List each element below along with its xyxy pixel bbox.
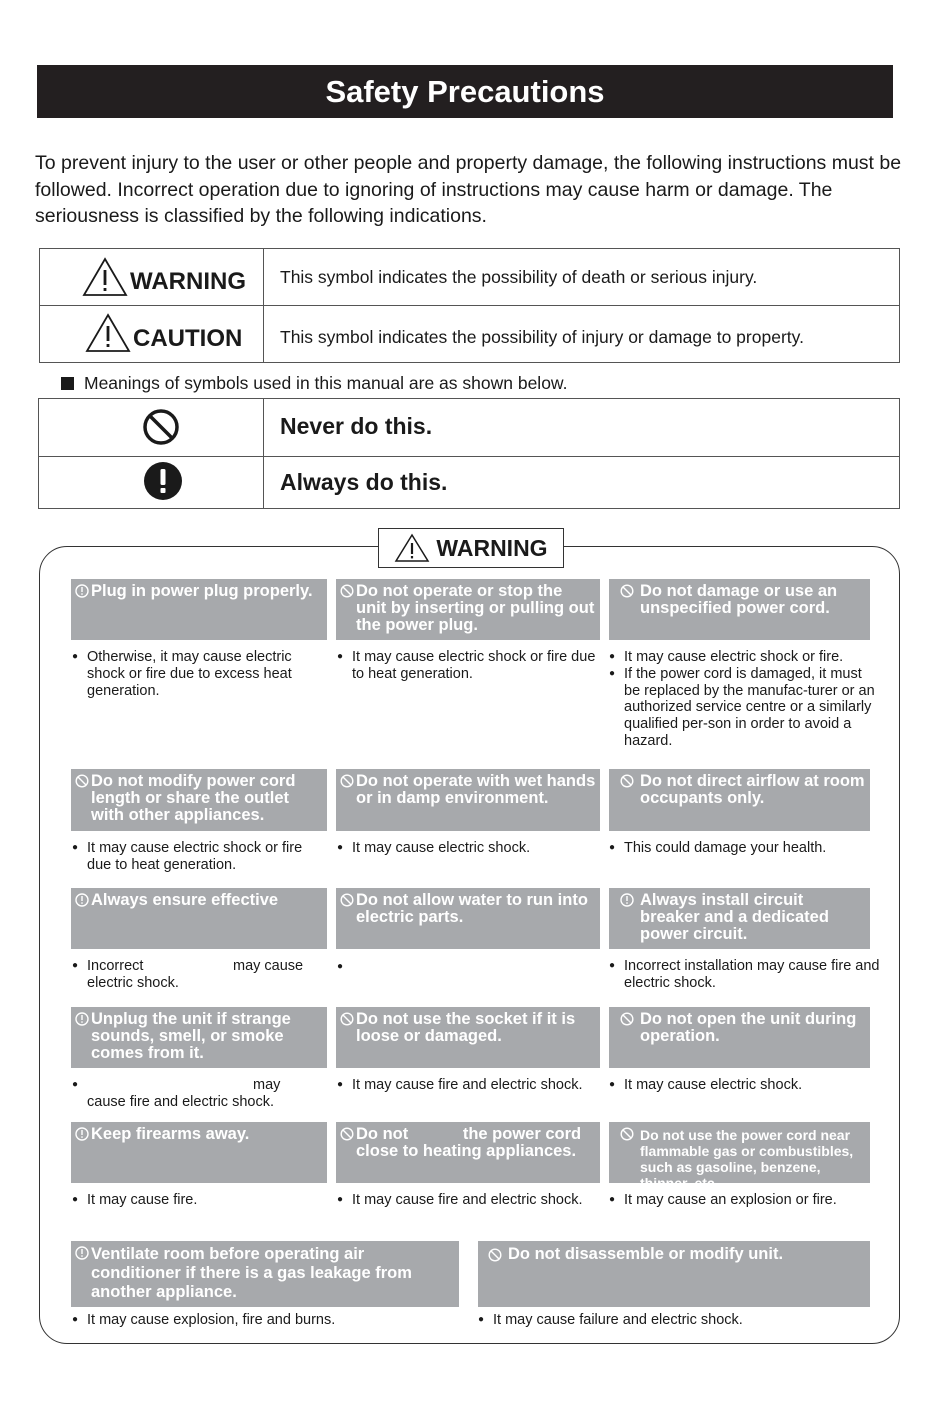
- symbols-note: Meanings of symbols used in this manual are as shown below.: [61, 373, 567, 394]
- prohibited-icon: [142, 408, 180, 446]
- item-body: ● It may cause fire.: [71, 1192, 327, 1209]
- item-header: Do not use the socket if it is loose or damaged.: [336, 1007, 600, 1068]
- prohibited-icon: [340, 774, 354, 788]
- item-header: Do not open the unit during operation.: [609, 1007, 870, 1068]
- mandatory-icon: [620, 893, 634, 907]
- warning-label: WARNING: [130, 268, 246, 295]
- item-body: ● It may cause failure and electric shock.: [477, 1312, 872, 1329]
- warning-box-label: WARNING: [378, 528, 564, 568]
- indications-table: [39, 248, 900, 363]
- item-header: Unplug the unit if strange sounds, smell, or smoke comes from it.: [71, 1007, 327, 1068]
- item-header: Do not modify power cord length or share the outlet with other appliances.: [71, 769, 327, 831]
- item-body: ● It may cause electric shock.: [336, 840, 602, 857]
- item-header: Do not operate or stop the unit by inserting or pulling out the power plug.: [336, 579, 600, 640]
- square-bullet-icon: [61, 377, 74, 390]
- item-body: ● It may cause electric shock or fire due to heat generation.: [71, 840, 327, 874]
- prohibited-icon: [620, 774, 634, 788]
- prohibited-icon: [488, 1248, 502, 1262]
- intro-paragraph: To prevent injury to the user or other people and property damage, the following instructions must be followed. Incorrect operation due to ignoring of instructions may cause harm or damage. The seriousness is classified by the following indications.: [35, 152, 902, 227]
- item-header: Keep firearms away.: [71, 1122, 327, 1183]
- mandatory-icon: [75, 584, 89, 598]
- item-body: ● It may cause electric shock or fire. ● If the power cord is damaged, it must be replaced by the manufac-turer or an authorized service centre or a similarly qualified per-son in order to avoid a hazard.: [608, 649, 880, 750]
- item-body: ● It may cause electric shock.: [608, 1077, 880, 1094]
- item-body: ● Incorrect may cause electric shock.: [71, 958, 327, 992]
- caution-triangle-icon: [85, 313, 131, 353]
- prohibited-icon: [340, 1012, 354, 1026]
- prohibited-icon: [75, 774, 89, 788]
- warning-triangle-icon: [82, 257, 128, 297]
- item-header: Do not damage or use an unspecified power cord.: [609, 579, 870, 640]
- prohibited-icon: [620, 584, 634, 598]
- item-header: Do not allow water to run into electric parts.: [336, 888, 600, 949]
- warning-indication: [82, 257, 246, 297]
- never-do-text: Never do this.: [280, 413, 433, 439]
- caution-label: CAUTION: [133, 325, 243, 352]
- prohibited-icon: [620, 1127, 634, 1141]
- symbols-table: [38, 398, 900, 509]
- bullet-dot-icon: ●: [337, 961, 344, 972]
- item-body: ● may cause fire and electric shock.: [71, 1077, 327, 1111]
- item-header: Do not disassemble or modify unit.: [478, 1241, 870, 1307]
- item-header: Do not the power cord close to heating appliances.: [336, 1122, 600, 1183]
- caution-indication: [85, 313, 242, 353]
- always-do-text: Always do this.: [280, 469, 448, 495]
- prohibited-icon: [340, 1127, 354, 1141]
- prohibited-icon: [340, 893, 354, 907]
- mandatory-icon: [75, 1012, 89, 1026]
- item-body: ● It may cause fire and electric shock.: [336, 1192, 586, 1209]
- item-header: Ventilate room before operating air conditioner if there is a gas leakage from another appliance.: [71, 1241, 459, 1307]
- item-header: Always install circuit breaker and a dedicated power circuit.: [609, 888, 870, 949]
- item-body: ● It may cause electric shock or fire due to heat generation.: [336, 649, 602, 683]
- mandatory-icon: [144, 462, 182, 500]
- item-body: ● It may cause fire and electric shock.: [336, 1077, 586, 1094]
- mandatory-icon: [75, 893, 89, 907]
- warning-description: This symbol indicates the possibility of death or serious injury.: [280, 267, 758, 287]
- item-body: ● It may cause an explosion or fire.: [608, 1192, 880, 1209]
- item-body: ● This could damage your health.: [608, 840, 880, 857]
- mandatory-icon: [75, 1246, 89, 1260]
- item-body: ● It may cause explosion, fire and burns.: [71, 1312, 459, 1329]
- item-header: Do not direct airflow at room occupants only.: [609, 769, 870, 831]
- item-body: ● Incorrect installation may cause fire and electric shock.: [608, 958, 880, 992]
- mandatory-icon: [75, 1127, 89, 1141]
- item-body: ● Otherwise, it may cause electric shock or fire due to excess heat generation.: [71, 649, 327, 699]
- item-header: Always ensure effective: [71, 888, 327, 949]
- item-header: Do not operate with wet hands or in damp environment.: [336, 769, 600, 831]
- prohibited-icon: [620, 1012, 634, 1026]
- item-header: Do not use the power cord near flammable gas or combustibles, such as gasoline, benzene, thinner, etc.: [609, 1122, 870, 1183]
- caution-description: This symbol indicates the possibility of injury or damage to property.: [280, 327, 804, 347]
- item-header: Plug in power plug properly.: [71, 579, 327, 640]
- page-title: Safety Precautions: [37, 65, 893, 118]
- prohibited-icon: [340, 584, 354, 598]
- warning-triangle-icon: [394, 533, 430, 563]
